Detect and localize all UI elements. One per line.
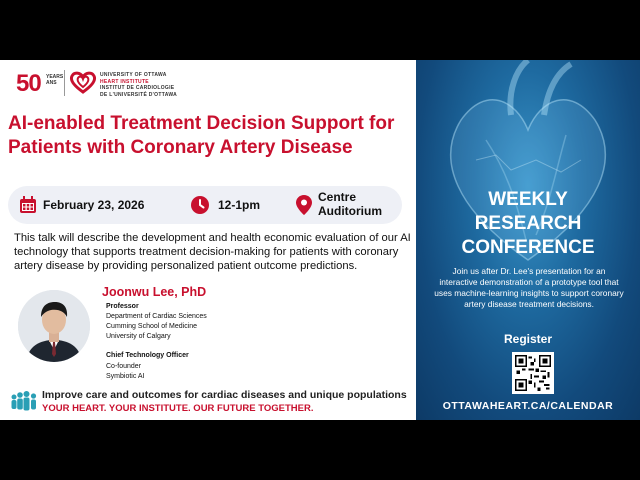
qr-code[interactable] xyxy=(512,352,554,394)
footer-tagline: Improve care and outcomes for cardiac diseases and unique populations xyxy=(42,389,407,401)
event-info-bar xyxy=(8,186,402,224)
event-description: This talk will describe the development and health economic evaluation of our AI technology that supports treatment decision-making for patients with coronary artery disease by providing personalized patient outcome predictions. xyxy=(14,232,411,272)
event-time: 12-1pm xyxy=(218,198,261,212)
speaker-role-title: Chief Technology Officer xyxy=(106,352,189,359)
speaker-name: Joonwu Lee, PhD xyxy=(102,285,207,299)
heading-line: WEEKLY xyxy=(488,189,568,210)
affiliation-line: Department of Cardiac Sciences xyxy=(106,313,207,320)
company-line: Co-founder xyxy=(106,363,142,370)
community-icon xyxy=(10,388,38,414)
speaker-affiliation xyxy=(106,312,207,342)
speaker-portrait xyxy=(18,290,90,362)
heading-line: RESEARCH xyxy=(474,213,582,234)
event-date: February 23, 2026 xyxy=(43,198,145,212)
conference-heading xyxy=(416,188,640,260)
institute-line: INSTITUT DE CARDIOLOGIE xyxy=(100,85,175,91)
event-title: AI-enabled Treatment Decision Support for Patients with Coronary Artery Disease xyxy=(8,113,395,158)
heading-line: CONFERENCE xyxy=(461,237,595,258)
footer-slogan: YOUR HEART. YOUR INSTITUTE. OUR FUTURE TOGETHER. xyxy=(42,403,314,414)
speaker-photo xyxy=(18,290,90,362)
logo-divider xyxy=(64,70,65,96)
speaker-company xyxy=(106,362,145,382)
heart-logo-icon xyxy=(69,70,97,94)
company-line: Symbiotic AI xyxy=(106,373,145,380)
calendar-icon xyxy=(19,196,37,214)
calendar-link[interactable]: OTTAWAHEART.CA/CALENDAR xyxy=(442,400,614,412)
anniversary-logo-number: 50 xyxy=(16,70,41,97)
conference-side-panel xyxy=(416,60,640,420)
poster-footer xyxy=(0,382,416,420)
conference-description: Join us after Dr. Lee's presentation for an interactive demonstration of a prototype tool that uses machine-learning insights to support coronary artery disease treatment decisions. xyxy=(434,266,624,309)
anniversary-logo-words xyxy=(46,74,63,86)
speaker-role-title: Professor xyxy=(106,303,139,310)
qr-code-pattern xyxy=(515,355,551,391)
event-poster xyxy=(0,60,640,420)
affiliation-line: Cumming School of Medicine xyxy=(106,323,198,330)
event-location: Centre Auditorium xyxy=(318,190,382,218)
location-pin-icon xyxy=(296,195,312,215)
register-label: Register xyxy=(503,332,553,346)
anniversary-word-en: YEARS xyxy=(46,74,64,80)
poster-main-panel xyxy=(0,60,416,420)
affiliation-line: University of Calgary xyxy=(106,333,171,340)
institute-line: HEART INSTITUTE xyxy=(100,78,149,85)
institute-line: UNIVERSITY OF OTTAWA xyxy=(100,72,167,78)
institute-name xyxy=(100,72,177,98)
institute-line: DE L'UNIVERSITÉ D'OTTAWA xyxy=(100,91,177,98)
clock-icon xyxy=(191,196,209,214)
anniversary-word-fr: ANS xyxy=(46,80,57,86)
